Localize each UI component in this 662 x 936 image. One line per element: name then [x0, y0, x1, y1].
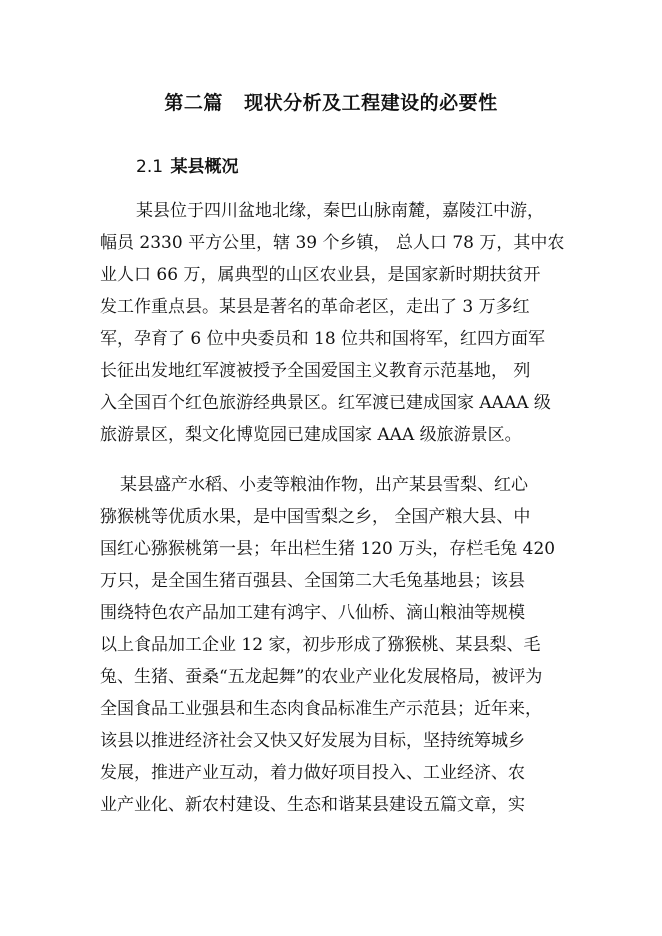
section-title: 某县概况 [170, 157, 239, 177]
paragraph-1-line: 长征出发地红军渡被授予全国爱国主义教育示范基地， 列 [100, 361, 531, 381]
chapter-title: 第二篇 现状分析及工程建设的必要性 [164, 92, 498, 114]
paragraph-2-line: 某县盛产水稻、小麦等粮油作物，出产某县雪梨、红心 [120, 475, 528, 495]
paragraph-2-line: 猕猴桃等优质水果，是中国雪梨之乡， 全国产粮大县、中 [100, 507, 531, 527]
paragraph-2-line: 兔、生猪、蚕桑“五龙起舞”的农业产业化发展格局，被评为 [100, 667, 543, 687]
paragraph-2-line: 发展，推进产业互动，着力做好项目投入、工业经济、农 [100, 763, 525, 783]
paragraph-2-line: 以上食品加工企业 12 家，初步形成了猕猴桃、某县梨、毛 [100, 635, 541, 655]
paragraph-2-line: 围绕特色农产品加工建有鸿宇、八仙桥、滴山粮油等规模 [100, 603, 525, 623]
paragraph-1-line: 旅游景区，梨文化博览园已建成国家 AAA 级旅游景区。 [100, 425, 522, 445]
paragraph-1-line: 发工作重点县。某县是著名的革命老区，走出了 3 万多红 [100, 297, 530, 317]
paragraph-2-line: 万只，是全国生猪百强县、全国第二大毛兔基地县；该县 [100, 571, 525, 591]
paragraph-1-line: 某县位于四川盆地北缘，秦巴山脉南麓，嘉陵江中游， [136, 201, 544, 221]
section-number: 2.1 [136, 157, 164, 177]
paragraph-1-line: 幅员 2330 平方公里，辖 39 个乡镇， 总人口 78 万，其中农 [100, 233, 565, 253]
paragraph-2-line: 业产业化、新农村建设、生态和谐某县建设五篇文章，实 [100, 795, 525, 815]
section-heading [136, 152, 238, 177]
paragraph-2-line: 全国食品工业强县和生态肉食品标准生产示范县；近年来， [100, 699, 542, 719]
paragraph-2-line: 该县以推进经济社会又快又好发展为目标，坚持统筹城乡 [100, 731, 525, 751]
paragraph-1-line: 入全国百个红色旅游经典景区。红军渡已建成国家 AAAA 级 [100, 393, 551, 413]
paragraph-2-line: 国红心猕猴桃第一县；年出栏生猪 120 万头，存栏毛兔 420 [100, 539, 556, 559]
paragraph-1-line: 业人口 66 万，属典型的山区农业县，是国家新时期扶贫开 [100, 265, 541, 285]
paragraph-1-line: 军，孕育了 6 位中央委员和 18 位共和国将军，红四方面军 [100, 329, 546, 349]
